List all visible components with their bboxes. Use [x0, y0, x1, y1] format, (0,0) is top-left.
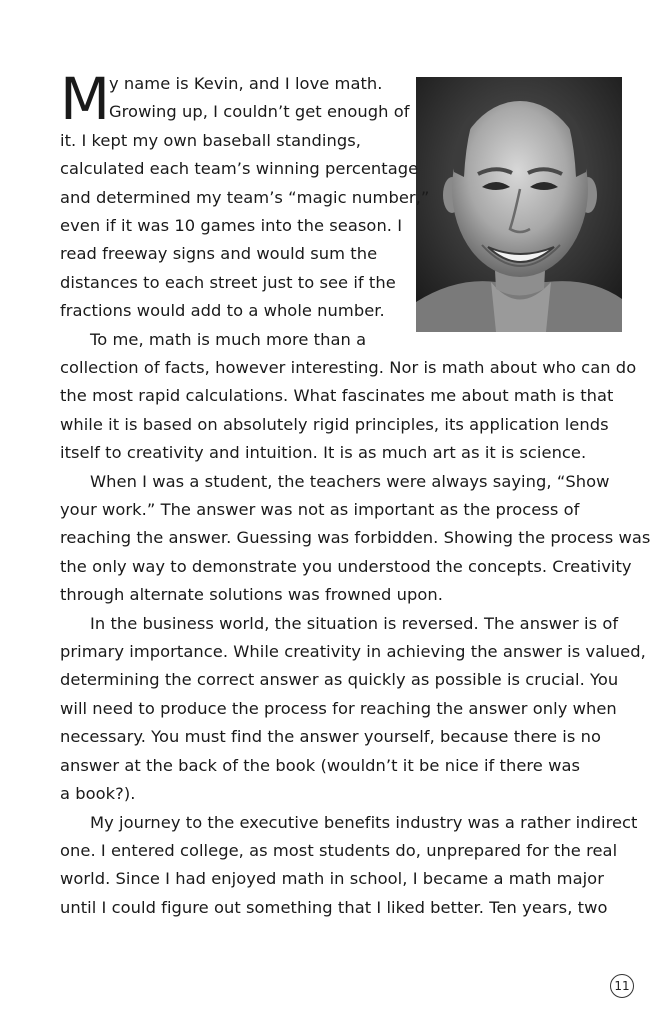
text-line: determining the correct answer as quickly as possible is crucial. You	[60, 670, 619, 690]
text-line: world. Since I had enjoyed math in school, I became a math major	[60, 869, 604, 889]
text-line: reaching the answer. Guessing was forbidden. Showing the process was	[60, 528, 651, 548]
text-line: a book?).	[60, 784, 136, 804]
text-line: necessary. You must find the answer yourself, because there is no	[60, 727, 601, 747]
intro-text-block	[60, 65, 430, 354]
body-text-block	[60, 354, 650, 922]
text-line: will need to produce the process for reaching the answer only when	[60, 698, 617, 718]
text-line: calculated each team’s winning percentage	[60, 159, 419, 179]
text-line: distances to each street just to see if the	[60, 272, 396, 292]
text-line: until I could figure out something that I liked better. Ten years, two	[60, 897, 608, 917]
page-number: 11	[610, 974, 634, 998]
text-line: itself to creativity and intuition. It is as much art as it is science.	[60, 443, 587, 463]
drop-cap: M	[60, 65, 111, 133]
text-line: answer at the back of the book (wouldn’t it be nice if there was	[60, 755, 581, 775]
text-line: the only way to demonstrate you understood the concepts. Creativity	[60, 556, 632, 576]
text-line: one. I entered college, as most students do, unprepared for the real	[60, 840, 618, 860]
text-line: your work.” The answer was not as important as the process of	[60, 500, 580, 520]
text-line: read freeway signs and would sum the	[60, 244, 378, 264]
text-line: the most rapid calculations. What fascinates me about math is that	[60, 386, 614, 406]
text-line: through alternate solutions was frowned upon.	[60, 585, 443, 605]
text-line: primary importance. While creativity in achieving the answer is valued,	[60, 642, 646, 662]
text-line: while it is based on absolutely rigid principles, its application lends	[60, 414, 609, 434]
portrait-image	[416, 77, 622, 332]
text-line: collection of facts, however interesting. Nor is math about who can do	[60, 358, 637, 377]
text-line: To me, math is much more than a	[90, 329, 367, 349]
author-photo	[416, 77, 622, 332]
text-line: When I was a student, the teachers were always saying, “Show	[90, 471, 610, 491]
text-line: Growing up, I couldn’t get enough of	[109, 102, 410, 122]
text-line: fractions would add to a whole number.	[60, 301, 385, 321]
text-line: y name is Kevin, and I love math.	[109, 74, 383, 93]
text-line: My journey to the executive benefits industry was a rather indirect	[90, 812, 638, 832]
text-line: it. I kept my own baseball standings,	[60, 130, 361, 150]
text-line: and determined my team’s “magic number,”	[60, 187, 430, 207]
text-line: even if it was 10 games into the season. I	[60, 216, 403, 236]
text-line: In the business world, the situation is reversed. The answer is of	[90, 613, 619, 633]
